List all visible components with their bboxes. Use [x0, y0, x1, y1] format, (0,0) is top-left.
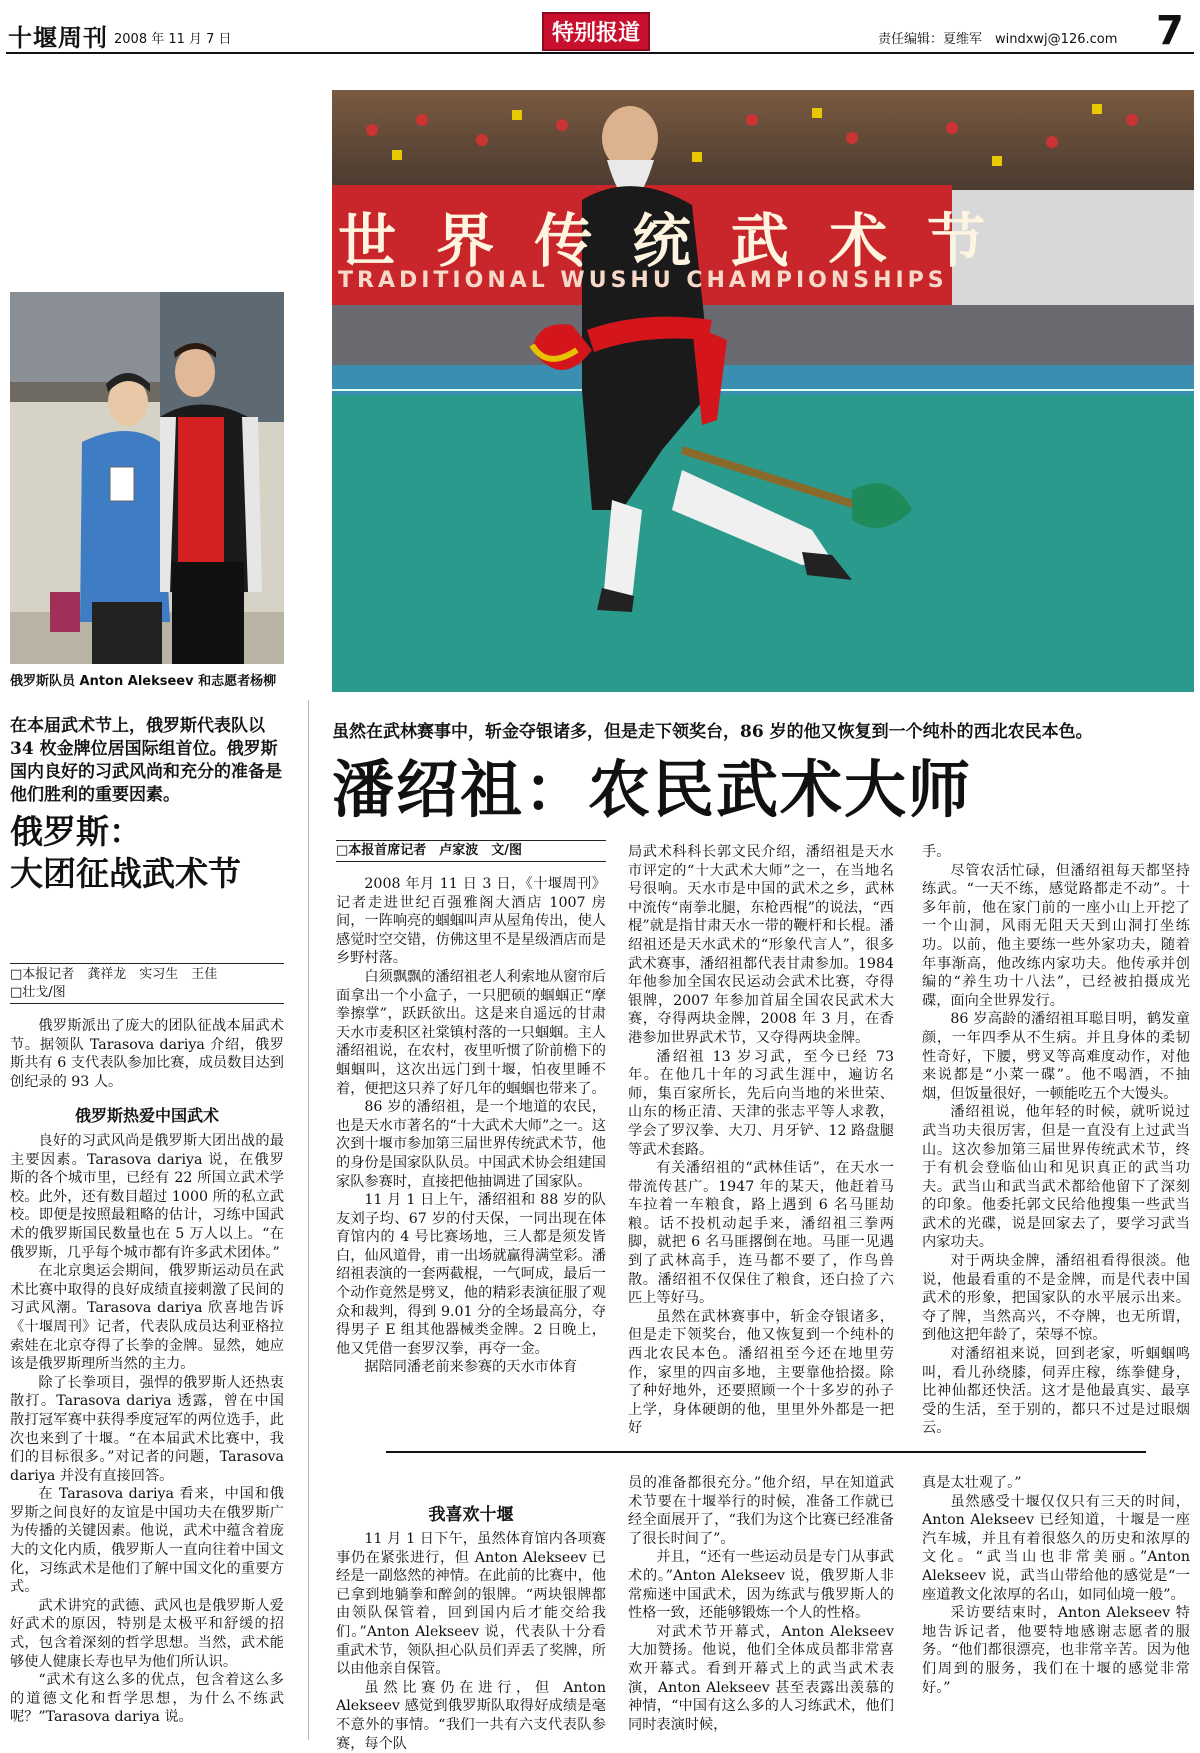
main-paragraph: 对潘绍祖来说，回到老家，听蝈蝈鸣叫，看儿孙绕膝，伺弄庄稼，练拳健身，比神仙都还快活。这才是他最真实、最享受的生活，至于别的，都只不过是过眼烟云。 — [922, 1346, 1190, 1437]
left-paragraph: “武术有这么多的优点，包含着这么多的道德文化和哲学思想，为什么不练武呢？”Tarasova dariya 说。 — [10, 1672, 284, 1726]
main-photo-illustration — [332, 90, 1194, 692]
bottom-paragraph: 虽然感受十堰仅仅只有三天的时间，Anton Alekseev 已经知道，十堰是一座汽车城，并且有着很悠久的历史和浓厚的文化。“武当山也非常美丽。”Anton Alekseev 说，武当山带给他的感觉是“一座道教文化浓厚的名山，如同仙境一般”。 — [922, 1493, 1190, 1603]
left-subhead: 俄罗斯热爱中国武术 — [74, 1106, 219, 1125]
bottom-paragraph: 对武术节开幕式，Anton Alekseev 大加赞扬。他说，他们全体成员都非常喜欢开幕式。看到开幕式上的武当武术表演，Anton Alekseev 甚至表露出羡慕的神情，“中国有这么多的人习练武术，他们同时表演时候， — [628, 1623, 894, 1733]
left-headline-rule — [10, 963, 284, 964]
left-paragraph: 良好的习武风尚是俄罗斯大团出战的最主要因素。Tarasova dariya 说，在俄罗斯的各个城市里，已经有 22 所国立武术学校。此外，还有数目超过 1000 所的私立武校。即便是按照最粗略的估计，习练中国武术的俄罗斯国民数量也在 5 万人以上。“在俄罗斯，几乎每个城市都有许多武术团体。” — [10, 1133, 284, 1261]
left-headline-line1: 俄罗斯： — [10, 812, 142, 851]
section-label-badge: 特别报道 — [542, 12, 650, 51]
bottom-paragraph: 真是太壮观了。” — [922, 1475, 1022, 1491]
main-headline: 潘绍祖：农民武术大师 — [332, 753, 973, 826]
main-paragraph: 据陪同潘老前来参赛的天水市体育 — [364, 1359, 578, 1376]
main-wushu-photo — [332, 90, 1194, 692]
editor-info: 责任编辑：夏维军 windxwj@126.com — [878, 32, 1118, 47]
photo-banner-text: 世 界 传 统 武 术 节 — [338, 207, 996, 275]
bottom-story-title: 我喜欢十堰 — [428, 1505, 514, 1525]
left-byline-photo: □壮戈/图 — [10, 985, 66, 1000]
main-paragraph: 有关潘绍祖的“武林佳话”，在天水一带流传甚广。1947 年的某天，他赶着马车拉着一车粮食，路上遇到 6 名马匪劫粮。话不投机动起手来，潘绍祖三拳两脚，就把 6 名马匪撂倒在地。马匪一见遇到了武林高手，连马都不要了，作鸟兽散。潘绍祖不仅保住了粮食，还白捡了六匹上等好马。 — [628, 1160, 894, 1307]
left-body — [10, 1132, 284, 1740]
bottom-column-1 — [336, 1530, 606, 1752]
bottom-paragraph: 虽然比赛仍在进行，但 Anton Alekseev 感觉到俄罗斯队取得好成绩是毫不意外的事情。“我们一共有六支代表队参赛，每个队 — [336, 1679, 606, 1752]
bottom-column-3 — [922, 1474, 1190, 1740]
main-paragraph: 白须飘飘的潘绍祖老人利索地从窗帘后面拿出一个小盒子，一只肥硕的蝈蝈正“摩拳擦掌”，跃跃欲出。这是来自遥远的甘肃天水市麦积区社棠镇村落的一只蝈蝈。主人潘绍祖说，在农村，夜里听惯了阶前檐下的蝈蝈叫，这次出远门到十堰，怕夜里睡不着，便把这只养了好几年的蝈蝈也带来了。 — [336, 968, 606, 1097]
main-paragraph: 86 岁高龄的潘绍祖耳聪目明，鹤发童颜，一年四季从不生病。并且身体的柔韧性奇好，下腰，劈叉等高难度动作，对他来说都是“小菜一碟”。他不喝酒，不抽烟，但饭量很好，一顿能吃五个大馒头。 — [922, 1011, 1190, 1102]
russian-athlete-volunteer-photo — [10, 292, 284, 664]
left-headline-line2: 大团征战武术节 — [10, 854, 241, 893]
main-byline: □本报首席记者 卢家波 文/图 — [336, 843, 523, 858]
left-intro — [10, 1017, 284, 1093]
header-rule — [6, 52, 1194, 54]
main-paragraph: 尽管农活忙碌，但潘绍祖每天都坚持练武。“一天不练，感觉路都走不动”。十多年前，他在家门前的一座小山上开挖了一个山洞，风雨无阻天天到山洞打坐练功。以前，他主要练一些外家功夫，随着年事渐高，他改练内家功夫。他传承并创编的“养生功十八法”，已经被拍摄成光碟，面向全世界发行。 — [922, 862, 1190, 1009]
photo-banner-subtext: TRADITIONAL WUSHU CHAMPIONSHIPS — [338, 268, 948, 293]
main-paragraph: 对于两块金牌，潘绍祖看得很淡。他说，他最看重的不是金牌，而是代表中国武术的形象，把国家队的水平展示出来。夺了牌，当然高兴，不夺牌，也无所谓，到他这把年龄了，荣辱不惊。 — [922, 1253, 1190, 1344]
main-paragraph: 潘绍祖 13 岁习武，至今已经 73 年。在他几十年的习武生涯中，遍访名师，集百家所长，先后向当地的米世荣、山东的杨正清、天津的张志平等人求教，学会了罗汉拳、大刀、月牙铲、12 路盘腿等武术套路。 — [628, 1048, 894, 1158]
left-paragraph: 在 Tarasova dariya 看来，中国和俄罗斯之间良好的友谊是中国功夫在俄罗斯广为传播的关键因素。他说，武术中蕴含着庞大的文化内质，俄罗斯人一直向往着中国文化，习练武术是他们了解中国文化的重要方式。 — [10, 1486, 284, 1596]
left-intro-paragraph: 俄罗斯派出了庞大的团队征战本届武术节。据领队 Tarasova dariya 介绍，俄罗斯共有 6 支代表队参加比赛，成员数目达到创纪录的 93 人。 — [10, 1018, 284, 1090]
bottom-paragraph: 11 月 1 日下午，虽然体育馆内各项赛事仍在紧张进行，但 Anton Alekseev 已经是一副悠然的神情。在此前的比赛中，他已拿到地躺拳和醉剑的银牌。“两块银牌都由领队保管着，回到国内后才能交给我们。”Anton Alekseev 说，代表队十分看重武术节，领队担心队员们弄丢了奖牌，所以由他亲自保管。 — [336, 1531, 606, 1678]
left-paragraph: 在北京奥运会期间，俄罗斯运动员在武术比赛中取得的良好成绩直接刺激了民间的习武风潮。Tarasova dariya 欣喜地告诉《十堰周刊》记者，代表队成员达利亚格拉索娃在北京夺得了长拳的金牌。显然，她应该是俄罗斯理所当然的主力。 — [10, 1263, 284, 1373]
left-photo-caption: 俄罗斯队员 Anton Alekseev 和志愿者杨柳 — [10, 674, 277, 689]
main-column-2 — [628, 843, 894, 1437]
masthead-paper-name: 十堰周刊 — [8, 24, 108, 52]
bottom-paragraph: 采访要结束时，Anton Alekseev 特地告诉记者，他要特地感谢志愿者的服务。“他们都很漂亮，也非常辛苦。因为他们周到的服务，我们在十堰的感觉非常好。” — [922, 1605, 1190, 1696]
bottom-paragraph: 并且，“还有一些运动员是专门从事武术的。”Anton Alekseev 说，俄罗斯人非常痴迷中国武术，因为练武与俄罗斯人的性格一致，还能够锻炼一个人的性格。 — [628, 1549, 894, 1622]
main-paragraph: 11 月 1 日上午，潘绍祖和 88 岁的队友刘子均、67 岁的付天保，一同出现在体育馆内的 4 号比赛场地，三人都是须发皆白，仙风道骨，甫一出场就赢得满堂彩。潘绍祖表演的一套两截棍，一气呵成，最后一个动作竟然是劈叉，他的精彩表演征服了观众和裁判，得到 9.01 分的全场最高分，夺得男子 E 组其他器械类金牌。2 日晚上，他又凭借一套罗汉拳，再夺一金。 — [336, 1192, 606, 1357]
main-paragraph: 虽然在武林赛事中，斩金夺银诸多，但是走下领奖台，他又恢复到一个纯朴的西北农民本色。潘绍祖至今还在地里劳作，家里的四亩多地，主要靠他拾掇。除了种好地外，还要照顾一个十多岁的孙子上学，身体硬朗的他，里里外外都是一把好 — [628, 1308, 894, 1437]
column-divider — [308, 700, 309, 1740]
masthead-date: 2008 年 11 月 7 日 — [114, 32, 232, 47]
main-paragraph: 潘绍祖说，他年轻的时候，就听说过武当功夫很厉害，但是一直没有上过武当山。这次参加第三届世界传统武术节，终于有机会登临仙山和见识真正的武当功夫。武当山和武当武术都给他留下了深刻的印象。他委托郭文民给他搜集一些武当武术的光碟，说是回家去了，要学习武当内家功夫。 — [922, 1104, 1190, 1251]
main-paragraph: 2008 年月 11 日 3 日，《十堰周刊》记者走进世纪百强雅阁大酒店 1007 房间，一阵响亮的蝈蝈叫声从屋角传出，使人感觉时空交错，仿佛这里不是星级酒店而是乡野村落。 — [336, 876, 606, 967]
bottom-column-2 — [628, 1474, 894, 1740]
left-paragraph: 武术讲究的武德、武风也是俄罗斯人爱好武术的原因，特别是太极平和舒缓的招式，包含着深刻的哲学思想。当然，武术能够使人健康长寿也早为他们所认识。 — [10, 1597, 284, 1670]
main-column-3 — [922, 843, 1190, 1437]
bottom-paragraph: 员的准备都很充分。”他介绍，早在知道武术节要在十堰举行的时候，准备工作就已经全面展开了，“我们为这个比赛已经准备了很长时间了”。 — [628, 1475, 894, 1547]
page-number: 7 — [1156, 8, 1184, 54]
left-byline-rule — [10, 1003, 284, 1004]
main-paragraph: 86 岁的潘绍祖，是一个地道的农民，也是天水市著名的“十大武术大师”之一。这次到十堰市参加第三届世界传统武术节，他的身份是国家队队员。中国武术协会组建国家队参赛时，直接把他抽调进了国家队。 — [336, 1099, 606, 1190]
main-deck: 虽然在武林赛事中，斩金夺银诸多，但是走下领奖台，86 岁的他又恢复到一个纯朴的西北农民本色。 — [332, 722, 1093, 742]
left-lead-paragraph: 在本届武术节上，俄罗斯代表队以 34 枚金牌位居国际组首位。俄罗斯国内良好的习武风尚和充分的准备是他们胜利的重要因素。 — [10, 716, 282, 805]
left-byline-reporter: □本报记者 龚祥龙 实习生 王佳 — [10, 967, 218, 982]
main-byline-rule-top — [336, 840, 606, 841]
bottom-story-rule — [386, 1451, 1146, 1453]
main-paragraph: 手。 — [922, 844, 951, 860]
main-byline-rule-bottom — [336, 861, 606, 862]
main-paragraph: 局武术科科长郭文民介绍，潘绍祖是天水市评定的“十大武术大师”之一，在当地名号很响。天水市是中国的武术之乡，武林中流传“南拳北腿，东枪西棍”的说法，“西棍”就是指甘肃天水一带的鞭杆和长棍。潘绍祖还是天水武术的“形象代言人”，很多武术赛事，潘绍祖都代表甘肃参加。1984 年他参加全国农民运动会武术比赛，夺得银牌，2007 年参加首届全国农民武术大赛，夺得两块金牌，2008 年 3 月，在香港参加世界武术节，又夺得两块金牌。 — [628, 844, 894, 1046]
photo-illustration — [10, 292, 284, 664]
main-column-1 — [336, 875, 606, 1433]
left-paragraph: 除了长拳项目，强悍的俄罗斯人还热衷散打。Tarasova dariya 透露，曾在中国散打冠军赛中获得季度冠军的两位选手，此次也来到了十堰。“在本届武术比赛中，我们的目标很多。”对记者的问题，Tarasova dariya 并没有直接回答。 — [10, 1374, 284, 1484]
